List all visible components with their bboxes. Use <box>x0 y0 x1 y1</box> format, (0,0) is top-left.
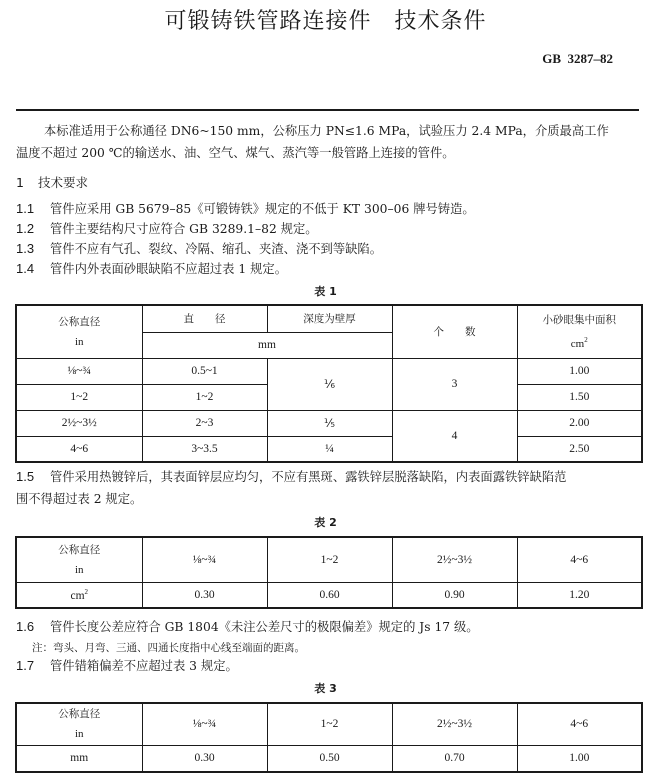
row-label-cm2: $cm^2$ <box>16 582 142 608</box>
cell-value: 1.20 <box>517 582 642 608</box>
cell-count: 3 <box>392 358 517 410</box>
header-count: 个 数 <box>392 305 517 358</box>
cell-size: ⅛~¾ <box>142 537 267 582</box>
clause-1-1 <box>16 199 475 219</box>
table-1 <box>15 304 643 463</box>
cell-value: 0.70 <box>392 745 517 772</box>
cell-value: 1.00 <box>517 745 642 772</box>
header-nominal-diameter: 公称直径 in <box>16 305 142 358</box>
cell-depth: ⅙ <box>267 358 392 410</box>
clause-1-2 <box>16 219 318 239</box>
cell-nominal: 1~2 <box>16 384 142 410</box>
clause-text: 管件内外表面砂眼缺陷不应超过表 1 规定。 <box>50 262 287 276</box>
table-1-caption: 表 1 <box>314 285 337 298</box>
cell-value: 0.60 <box>267 582 392 608</box>
cell-depth: ⅕ <box>267 410 392 436</box>
row-label-mm: mm <box>16 745 142 772</box>
table-3-caption: 表 3 <box>314 682 337 695</box>
table-row <box>16 745 642 772</box>
clause-number: 1.3 <box>16 241 35 256</box>
clause-1-6 <box>16 617 479 637</box>
table-row <box>16 582 642 608</box>
cell-area: 2.50 <box>517 436 642 462</box>
table-row <box>16 410 642 436</box>
header-diameter: 直 径 <box>142 305 267 332</box>
cell-diameter: 2~3 <box>142 410 267 436</box>
table-3 <box>15 702 643 773</box>
cell-value: 0.30 <box>142 745 267 772</box>
cell-size: 4~6 <box>517 703 642 745</box>
cell-nominal: 2½~3½ <box>16 410 142 436</box>
intro-line-1: 本标准适用于公称通径 DN6~150 mm，公称压力 PN≤1.6 MPa，试验压力 2.4 MPa，介质最高工作 <box>44 124 609 138</box>
cell-nominal: 4~6 <box>16 436 142 462</box>
clause-1-4 <box>16 259 287 279</box>
cell-nominal: ⅛~¾ <box>16 358 142 384</box>
document-title: 可锻铸铁管路连接件 技术条件 <box>164 9 487 34</box>
row-label-nominal-diameter: 公称直径 in <box>16 703 142 745</box>
cell-size: 4~6 <box>517 537 642 582</box>
clause-1-5 <box>16 467 566 487</box>
clause-text: 管件长度公差应符合 GB 1804《未注公差尺寸的极限偏差》规定的 Js 17 级。 <box>50 620 479 634</box>
cell-diameter: 0.5~1 <box>142 358 267 384</box>
cell-size: 1~2 <box>267 537 392 582</box>
header-depth: 深度为壁厚 <box>267 305 392 332</box>
cell-value: 0.90 <box>392 582 517 608</box>
clause-number: 1.7 <box>16 658 35 673</box>
cell-area: 2.00 <box>517 410 642 436</box>
table-2 <box>15 536 643 609</box>
intro-line-2: 温度不超过 200 ℃的输送水、油、空气、煤气、蒸汽等一般管路上连接的管件。 <box>16 146 455 160</box>
clause-1-3 <box>16 239 382 259</box>
cell-diameter: 1~2 <box>142 384 267 410</box>
standard-number: GB 3287–82 <box>542 51 613 66</box>
cell-area: 1.50 <box>517 384 642 410</box>
table-row <box>16 537 642 582</box>
clause-text: 管件错箱偏差不应超过表 3 规定。 <box>50 659 238 673</box>
cell-count: 4 <box>392 410 517 462</box>
cell-size: 1~2 <box>267 703 392 745</box>
cell-diameter: 3~3.5 <box>142 436 267 462</box>
clause-text: 管件主要结构尺寸应符合 GB 3289.1–82 规定。 <box>50 222 318 236</box>
cell-value: 0.50 <box>267 745 392 772</box>
clause-text: 管件不应有气孔、裂纹、冷隔、缩孔、夹渣、浇不到等缺陷。 <box>50 242 383 256</box>
cell-size: 2½~3½ <box>392 537 517 582</box>
row-label-nominal-diameter: 公称直径 in <box>16 537 142 582</box>
table-row <box>16 358 642 384</box>
clause-number: 1.6 <box>16 619 35 634</box>
table-row <box>16 703 642 745</box>
clause-1-6-note: 注：弯头、月弯、三通、四通长度指中心线至端面的距离。 <box>32 642 305 654</box>
clause-1-5-cont: 围不得超过表 2 规定。 <box>16 492 143 506</box>
clause-number: 1.1 <box>16 201 35 216</box>
clause-number: 1.4 <box>16 261 35 276</box>
clause-number: 1.5 <box>16 469 35 484</box>
area-unit: $cm^2$ <box>570 335 588 350</box>
clause-text: 管件应采用 GB 5679–85《可锻铸铁》规定的不低于 KT 300–06 牌号铸造。 <box>50 202 475 216</box>
cell-depth: ¼ <box>267 436 392 462</box>
table-2-caption: 表 2 <box>314 516 337 529</box>
header-rule <box>16 109 639 111</box>
table-row <box>16 436 642 462</box>
clause-number: 1.2 <box>16 221 35 236</box>
header-mm-unit: mm <box>142 332 392 358</box>
cell-area: 1.00 <box>517 358 642 384</box>
section-heading <box>16 173 88 191</box>
header-area: 小砂眼集中面积 $cm^2$ <box>517 305 642 358</box>
section-number: 1 <box>16 175 24 190</box>
clause-text: 管件采用热镀锌后，其表面锌层应均匀，不应有黑斑、露铁锌层脱落缺陷，内表面露铁锌缺陷范 <box>50 470 567 484</box>
cell-size: 2½~3½ <box>392 703 517 745</box>
cell-value: 0.30 <box>142 582 267 608</box>
cell-size: ⅛~¾ <box>142 703 267 745</box>
clause-1-7 <box>16 656 238 676</box>
section-title: 技术要求 <box>37 175 88 190</box>
